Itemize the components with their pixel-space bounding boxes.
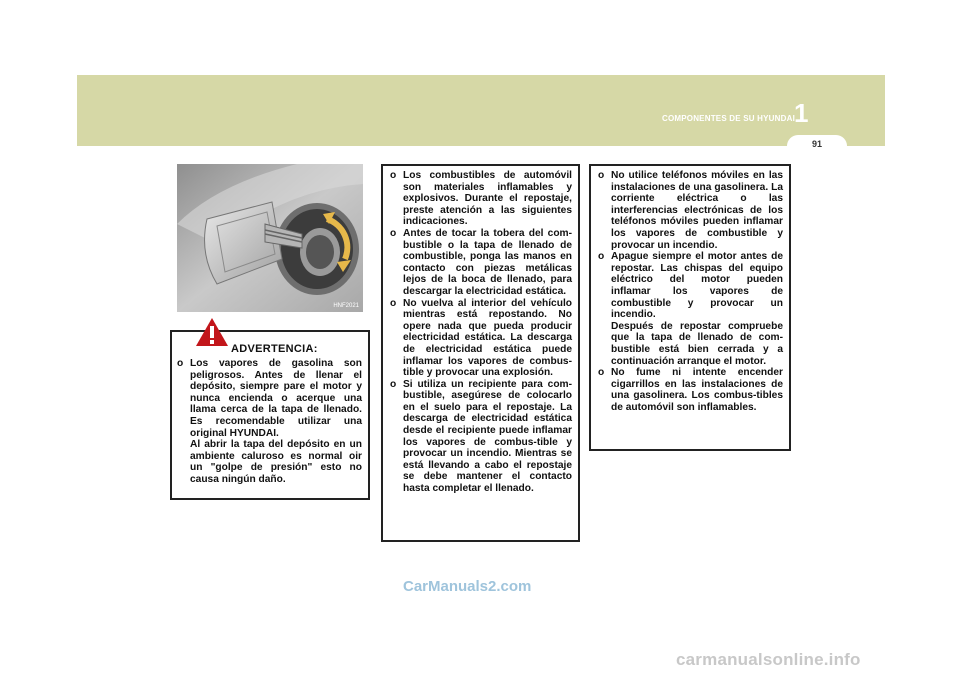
- list-item: [390, 170, 572, 228]
- paragraph: Los combustibles de automóvil son materiales inflamables y explosivos. Durante el repostaje, preste atención a las siguientes indicaciones.: [403, 170, 572, 228]
- list-item: [598, 251, 783, 367]
- page-number: 91: [811, 139, 822, 149]
- list-item: [390, 228, 572, 298]
- warning-title: ADVERTENCIA:: [231, 343, 318, 355]
- bullet: o: [177, 358, 184, 369]
- bullet: o: [390, 378, 397, 390]
- bullet: o: [598, 367, 605, 379]
- bullet: o: [390, 297, 397, 309]
- paragraph: Al abrir la tapa del depósito en un ambiente caluroso es normal oir un "golpe de presión" esto no causa ningún daño.: [190, 439, 362, 485]
- paragraph: Antes de tocar la tobera del com-bustible o la tapa de llenado de combustible, ponga las manos en contacto con piezas metálicas lejos de la boca de llenado, para descargar la electricidad estática.: [403, 227, 572, 297]
- list-item: [390, 379, 572, 495]
- bullet: o: [390, 227, 397, 239]
- paragraph: No utilice teléfonos móviles en las instalaciones de una gasolinera. La corriente eléctrica o las interferencias electrónicas de los teléfonos móviles pueden inflamar los vapores de combustible y provocar un incendio.: [611, 170, 783, 251]
- section-number: 1: [794, 98, 809, 128]
- list-item: [598, 367, 783, 413]
- list-item: [177, 358, 362, 486]
- paragraph: Después de repostar compruebe que la tapa de llenado de com-bustible está bien cerrada y a continuación arranque el motor.: [611, 320, 783, 367]
- fuel-safety-box-2: [589, 164, 791, 451]
- fuel-door-illustration: [177, 164, 363, 312]
- bullet: o: [598, 170, 605, 181]
- fuel-safety-box-1: [381, 164, 580, 542]
- section-title: COMPONENTES DE SU HYUNDAI: [661, 114, 795, 123]
- watermark-carmanuals2[interactable]: CarManuals2.com: [403, 578, 532, 595]
- header-band: [77, 75, 885, 146]
- list-item: [598, 170, 783, 251]
- paragraph: No fume ni intente encender cigarrillos en las instalaciones de una gasolinera. Los combus-tibles de automóvil son inflamables.: [611, 367, 783, 413]
- paragraph: No vuelva al interior del vehículo mientras está repostando. No opere nada que pueda producir electricidad estática. La descarga de electricidad estática puede inflamar los vapores de combus-tible y provocar una explosión.: [403, 297, 572, 379]
- paragraph: Apague siempre el motor antes de repostar. Las chispas del equipo eléctrico del motor pueden inflamar los vapores de combustible y provocar un incendio.: [611, 251, 783, 321]
- safety-list: [390, 170, 572, 495]
- figure-code: HNF2021: [333, 303, 359, 309]
- fuel-door-photo: [177, 164, 363, 312]
- safety-list: [598, 170, 783, 413]
- paragraph: Los vapores de gasolina son peligrosos. Antes de llenar el depósito, siempre pare el motor y nunca encienda o acerque una llama cerca de la tapa de llenado. Es recomendable utilizar una original HYUNDAI.: [190, 358, 362, 439]
- paragraph: Si utiliza un recipiente para com-bustible, asegúrese de colocarlo en el suelo para el repostaje. La descarga de electricidad estática desde el recipiente puede inflamar los vapores de combus-tible y provocar un incendio. Mientras se está llevando a cabo el repostaje se debe mantener el contacto hasta completar el llenado.: [403, 378, 572, 495]
- warning-box: [170, 330, 370, 500]
- bullet: o: [390, 170, 397, 181]
- warning-list: [177, 358, 362, 486]
- bullet: o: [598, 251, 605, 263]
- warning-header: [177, 339, 362, 357]
- watermark-carmanualsonline[interactable]: carmanualsonline.info: [676, 650, 861, 669]
- list-item: [390, 298, 572, 379]
- warning-triangle-icon: [195, 317, 229, 347]
